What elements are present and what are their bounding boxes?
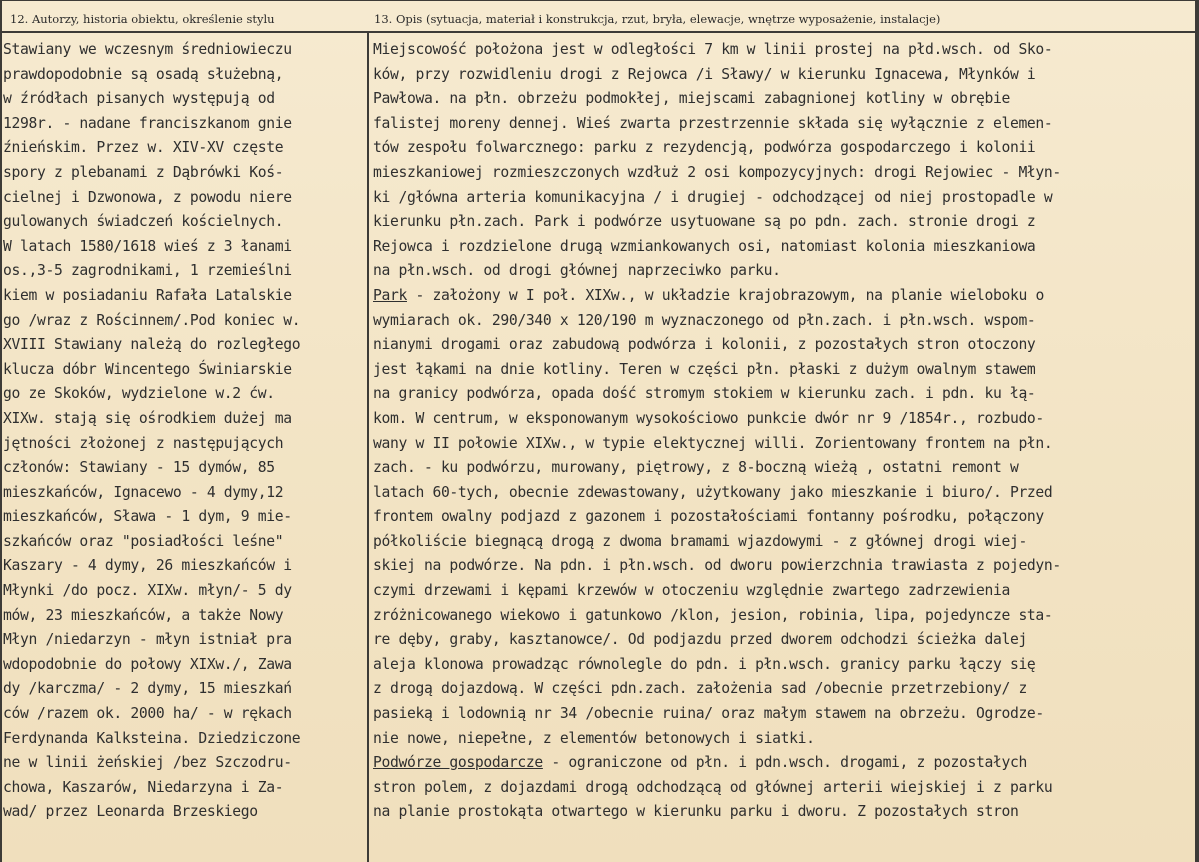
text-line: mieszkaniowej rozmieszczonych wzdłuż 2 osi kompozycyjnych: drogi Rejowiec - Młyn- [373, 163, 1061, 181]
text-line: spory z plebanami z Dąbrówki Koś- [3, 163, 284, 181]
text-line: mieszkańców, Sława - 1 dym, 9 mie- [3, 508, 292, 526]
text-line: wany w II połowie XIXw., w typie elektycznej willi. Zorientowany frontem na płn. [373, 434, 1053, 452]
text-line: latach 60-tych, obecnie zdewastowany, użytkowany jako mieszkanie i biuro/. Przed [373, 483, 1053, 501]
text-line: kom. W centrum, w eksponowanym wysokościowo punkcie dwór nr 9 /1854r., rozbudo- [373, 409, 1044, 427]
description-column [373, 38, 1193, 825]
text-line: półkoliście biegnącą drogą z dwoma bramami wjazdowymi - z głównej drogi wiej- [373, 532, 1027, 550]
text-line: jest łąkami na dnie kotliny. Teren w części płn. płaski z dużym owalnym stawem [373, 360, 1036, 378]
text-line: Pawłowa. na płn. obrzeżu podmokłej, miejscami zabagnionej kotliny w obrębie [373, 90, 1010, 108]
text-line: nianymi drogami oraz zabudową podwórza i kolonii, z pozostałych stron otoczony [373, 336, 1036, 354]
text-line: wdopodobnie do połowy XIXw./, Zawa [3, 655, 292, 673]
text-line: W latach 1580/1618 wieś z 3 łanami [3, 237, 292, 255]
text-line: jętności złożonej z następujących [3, 434, 284, 452]
text-line: tów zespołu folwarcznego: parku z rezydencją, podwórza gospodarczego i kolonii [373, 139, 1036, 157]
text-line: XVIII Stawiany należą do rozległego [3, 336, 301, 354]
text-line: Młyn /niedarzyn - młyn istniał pra [3, 631, 292, 649]
text-line: Podwórze gospodarcze - ograniczone od płn. i pdn.wsch. drogami, z pozostałych [373, 754, 1027, 772]
text-line: frontem owalny podjazd z gazonem i pozostałościami fontanny pośrodku, połączony [373, 508, 1044, 526]
text-line: źnieńskim. Przez w. XIV-XV częste [3, 139, 284, 157]
underlined-heading: Podwórze gospodarcze [373, 754, 543, 772]
text-line: mów, 23 mieszkańców, a także Nowy [3, 606, 284, 624]
text-line: gulowanych świadczeń kościelnych. [3, 213, 284, 231]
text-line: ne w linii żeńskiej /bez Szczodru- [3, 754, 292, 772]
text-line: Ferdynanda Kalksteina. Dziedziczone [3, 729, 301, 747]
text-line: Rejowca i rozdzielone drugą wzmiankowanych osi, natomiast kolonia mieszkaniowa [373, 237, 1036, 255]
text-line: Stawiany we wczesnym średniowieczu [3, 41, 292, 58]
underlined-heading: Park [373, 286, 407, 304]
text-line: nie nowe, niepełne, z elementów betonowych i siatki. [373, 729, 815, 747]
text-line: Kaszary - 4 dymy, 26 mieszkańców i [3, 557, 292, 575]
section-12-header: 12. Autorzy, historia obiektu, określenie stylu [10, 12, 275, 26]
text-line: na granicy podwórza, opada dość stromym stokiem w kierunku zach. i pdn. ku łą- [373, 385, 1036, 403]
text-line: mieszkańców, Ignacewo - 4 dymy,12 [3, 483, 284, 501]
text-line: czymi drzewami i kępami krzewów w otoczeniu względnie zwartego zadrzewienia [373, 582, 1010, 600]
text-line: ków, przy rozwidleniu drogi z Rejowca /i Sławy/ w kierunku Ignacewa, Młynków i [373, 65, 1036, 83]
column-divider [367, 33, 369, 862]
text-line: skiej na podwórze. Na pdn. i płn.wsch. od dworu powierzchnia trawiasta z pojedyn- [373, 557, 1061, 575]
text-line: go /wraz z Rościnnem/.Pod koniec w. [3, 311, 301, 329]
text-line: członów: Stawiany - 15 dymów, 85 [3, 459, 275, 477]
text-line: wad/ przez Leonarda Brzeskiego [3, 803, 258, 821]
text-line: cielnej i Dzwonowa, z powodu niere [3, 188, 292, 206]
text-line: szkańców oraz "posiadłości leśne" [3, 532, 284, 550]
text-line: prawdopodobnie są osadą służebną, [3, 65, 284, 83]
card-right-edge [1195, 0, 1199, 862]
text-line: go ze Skoków, wydzielone w.2 ćw. [3, 385, 275, 403]
text-line: pasieką i lodownią nr 34 /obecnie ruina/ oraz małym stawem na obrzeżu. Ogrodze- [373, 705, 1044, 723]
text-line: Park - założony w I poł. XIXw., w układzie krajobrazowym, na planie wieloboku o [373, 286, 1044, 304]
text-line: wymiarach ok. 290/340 x 120/190 m wyznaczonego od płn.zach. i płn.wsch. wspom- [373, 311, 1036, 329]
text-line: na płn.wsch. od drogi głównej naprzeciwko parku. [373, 262, 781, 280]
text-line: aleja klonowa prowadząc równolegle do pdn. i płn.wsch. granicy parku łączy się [373, 655, 1036, 673]
text-line: zach. - ku podwórzu, murowany, piętrowy, z 8-boczną wieżą , ostatni remont w [373, 459, 1019, 477]
section-13-header: 13. Opis (sytuacja, materiał i konstrukcja, rzut, bryła, elewacje, wnętrze wyposażenie, instalacje) [374, 12, 941, 26]
text-line: os.,3-5 zagrodnikami, 1 rzemieślni [3, 262, 292, 280]
header-divider [0, 31, 1199, 33]
text-line: Miejscowość położona jest w odległości 7 km w linii prostej na płd.wsch. od Sko- [373, 41, 1053, 58]
text-line: kiem w posiadaniu Rafała Latalskie [3, 286, 292, 304]
history-column [3, 38, 363, 825]
text-line: re dęby, graby, kasztanowce/. Od podjazdu przed dworem odchodzi ścieżka dalej [373, 631, 1027, 649]
text-line: zróżnicowanego wiekowo i gatunkowo /klon, jesion, robinia, lipa, pojedyncze sta- [373, 606, 1053, 624]
text-line: kierunku płn.zach. Park i podwórze usytuowane są po pdn. zach. stronie drogi z [373, 213, 1036, 231]
text-line: falistej moreny dennej. Wieś zwarta przestrzennie składa się wyłącznie z elemen- [373, 114, 1053, 132]
text-line: 1298r. - nadane franciszkanom gnie [3, 114, 292, 132]
text-line: w źródłach pisanych występują od [3, 90, 275, 108]
text-line: klucza dóbr Wincentego Świniarskie [3, 360, 292, 378]
card-left-edge [0, 0, 2, 862]
card-top-edge [0, 0, 1199, 1]
text-line: chowa, Kaszarów, Niedarzyna i Za- [3, 778, 284, 796]
text-line: ców /razem ok. 2000 ha/ - w rękach [3, 705, 292, 723]
text-line: dy /karczma/ - 2 dymy, 15 mieszkań [3, 680, 292, 698]
text-line: stron polem, z dojazdami drogą odchodzącą od głównej arterii wiejskiej i z parku [373, 778, 1053, 796]
text-line: XIXw. stają się ośrodkiem dużej ma [3, 409, 292, 427]
text-line: na planie prostokąta otwartego w kierunku parku i dworu. Z pozostałych stron [373, 803, 1019, 821]
text-line: Młynki /do pocz. XIXw. młyn/- 5 dy [3, 582, 292, 600]
text-line: z drogą dojazdową. W części pdn.zach. założenia sad /obecnie przetrzebiony/ z [373, 680, 1027, 698]
text-line: ki /główna arteria komunikacyjna / i drugiej - odchodzącej od niej prostopadle w [373, 188, 1053, 206]
